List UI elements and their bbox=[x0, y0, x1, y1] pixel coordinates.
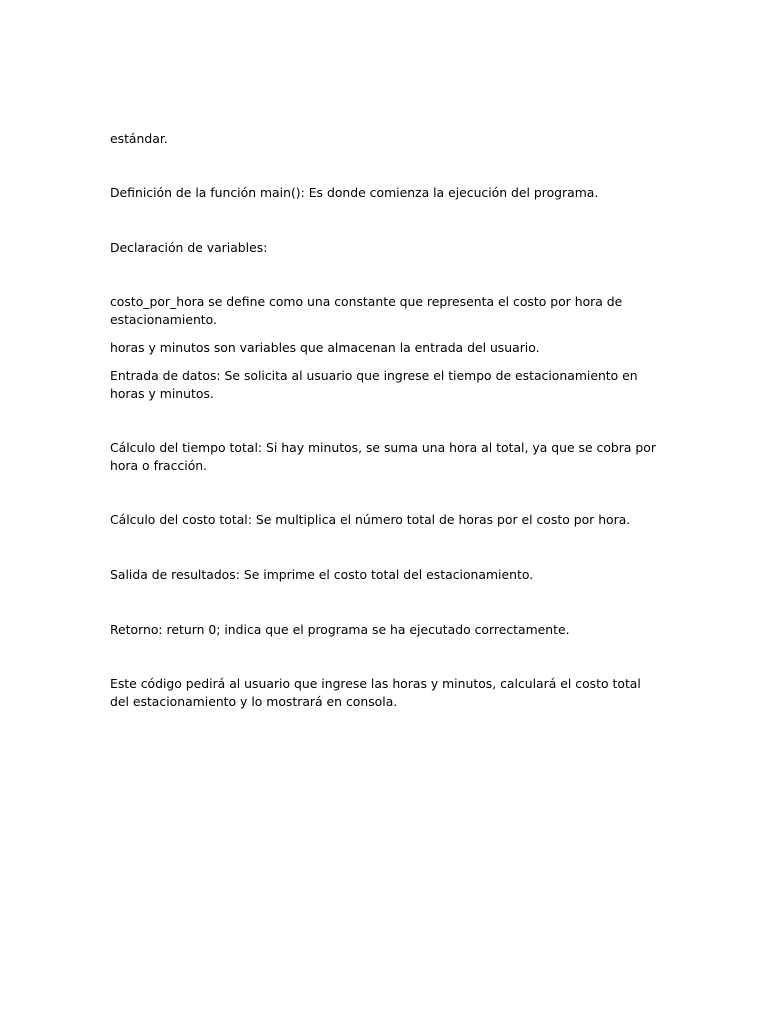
paragraph-data-input: Entrada de datos: Se solicita al usuario que ingrese el tiempo de estacionamiento en horas y minutos. bbox=[110, 368, 638, 401]
paragraph-output: Salida de resultados: Se imprime el costo total del estacionamiento. bbox=[110, 567, 534, 582]
paragraph-summary: Este código pedirá al usuario que ingrese las horas y minutos, calculará el costo total del estacionamiento y lo mostrará en consola. bbox=[110, 676, 641, 709]
paragraph-horas-minutos: horas y minutos son variables que almacenan la entrada del usuario. bbox=[110, 340, 540, 355]
paragraph-main-function: Definición de la función main(): Es donde comienza la ejecución del programa. bbox=[110, 185, 599, 200]
paragraph-total-cost: Cálculo del costo total: Se multiplica el número total de horas por el costo por hora. bbox=[110, 512, 631, 527]
paragraph-return: Retorno: return 0; indica que el programa se ha ejecutado correctamente. bbox=[110, 622, 570, 637]
paragraph-variable-declaration: Declaración de variables: bbox=[110, 240, 268, 255]
paragraph-costo-por-hora: costo_por_hora se define como una constante que representa el costo por hora de estacionamiento. bbox=[110, 294, 623, 327]
paragraph-estandar: estándar. bbox=[110, 131, 168, 146]
paragraph-total-time: Cálculo del tiempo total: Si hay minutos, se suma una hora al total, ya que se cobra por hora o fracción. bbox=[110, 440, 656, 473]
